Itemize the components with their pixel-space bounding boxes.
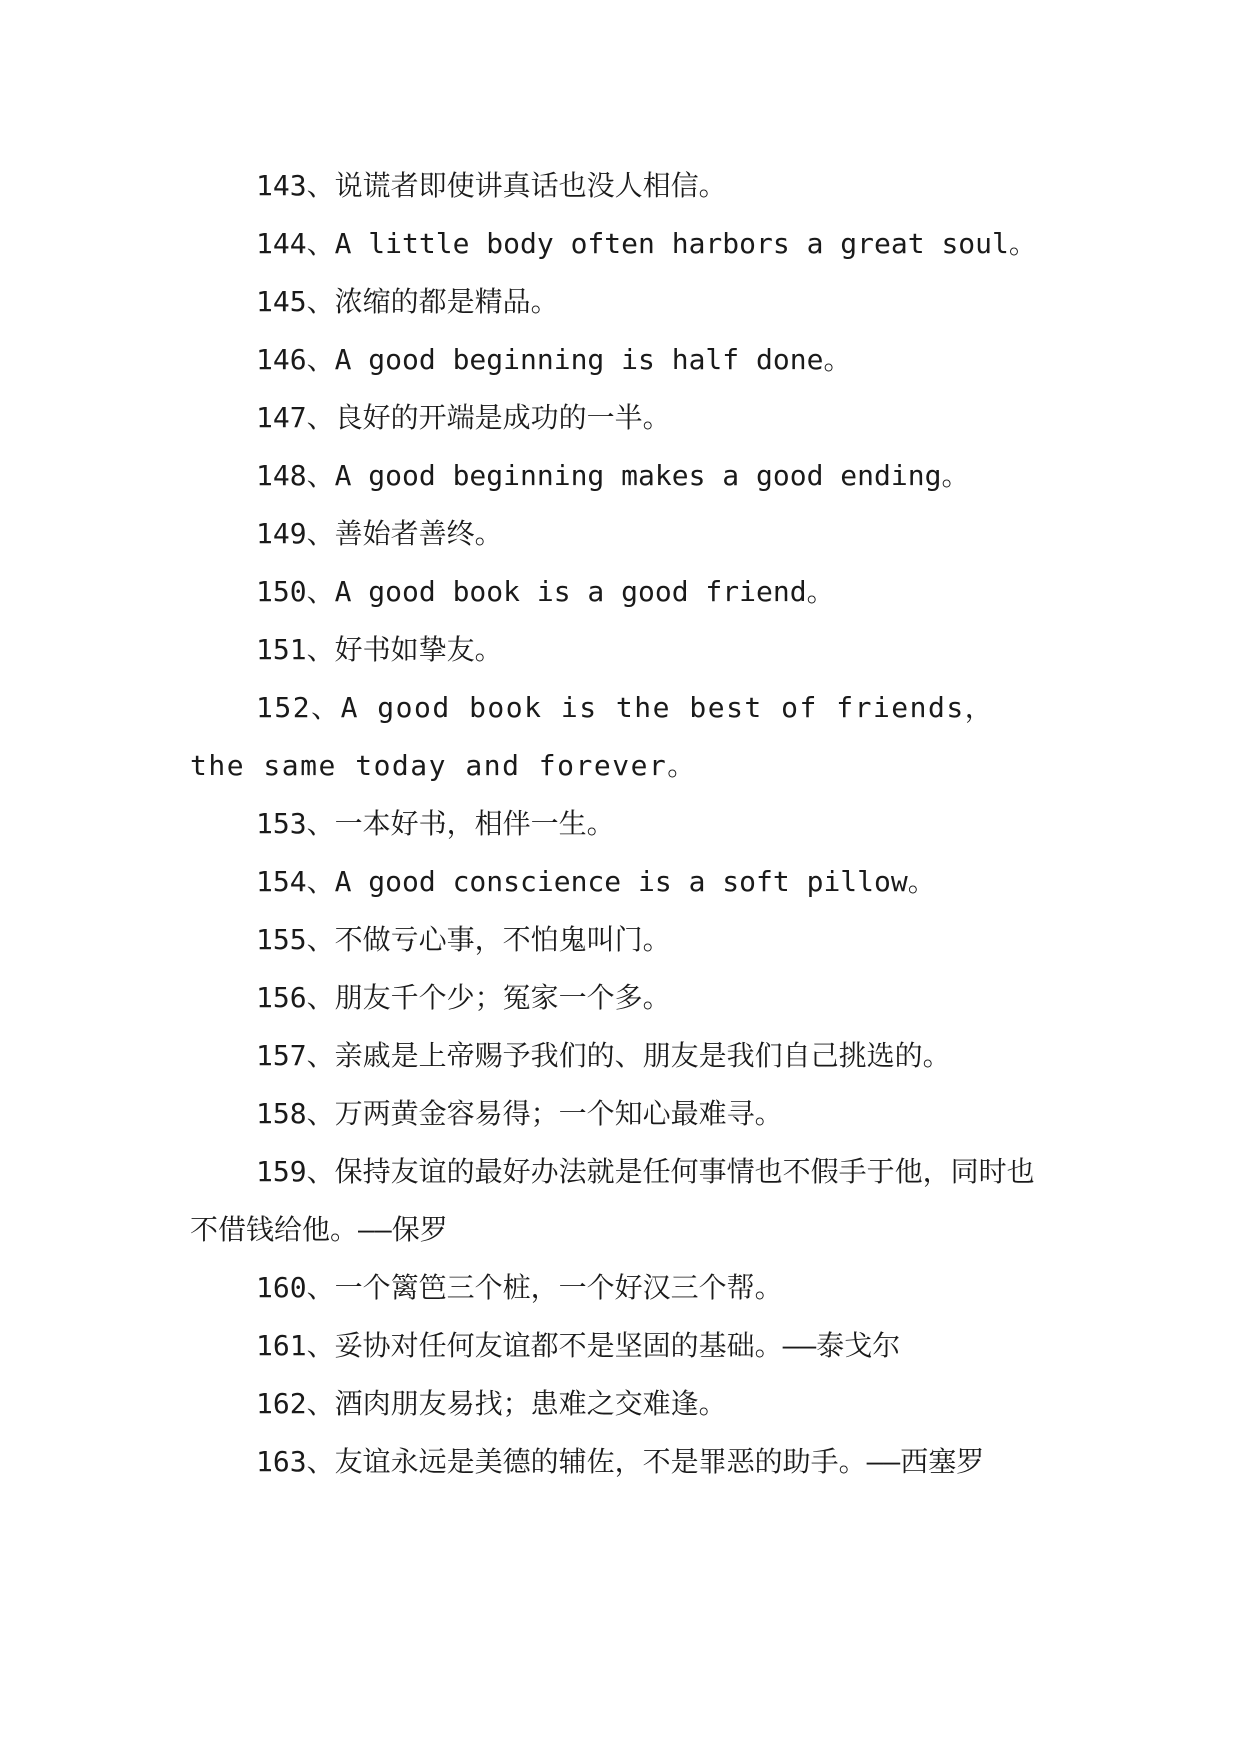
paragraph-143: 143、说谎者即使讲真话也没人相信。 — [256, 169, 727, 202]
paragraph-144: 144、A little body often harbors a great soul。 — [256, 227, 1037, 260]
paragraph-162: 162、酒肉朋友易找；患难之交难逢。 — [256, 1387, 727, 1420]
paragraph-151: 151、好书如挚友。 — [256, 633, 503, 666]
paragraph-161: 161、妥协对任何友谊都不是坚固的基础。——泰戈尔 — [256, 1329, 901, 1362]
paragraph-157: 157、亲戚是上帝赐予我们的、朋友是我们自己挑选的。 — [256, 1039, 951, 1072]
paragraph-147: 147、良好的开端是成功的一半。 — [256, 401, 671, 434]
paragraph-149: 149、善始者善终。 — [256, 517, 503, 550]
paragraph-152: 152、A good book is the best of friends， the same today and forever。 — [190, 691, 995, 782]
paragraph-163: 163、友谊永远是美德的辅佐，不是罪恶的助手。——西塞罗 — [256, 1445, 985, 1478]
paragraph-145: 145、浓缩的都是精品。 — [256, 285, 559, 318]
paragraph-156: 156、朋友千个少；冤家一个多。 — [256, 981, 671, 1014]
paragraph-148: 148、A good beginning makes a good ending。 — [256, 459, 970, 492]
paragraph-160: 160、一个篱笆三个桩，一个好汉三个帮。 — [256, 1271, 783, 1304]
paragraph-155: 155、不做亏心事，不怕鬼叫门。 — [256, 923, 671, 956]
paragraph-154: 154、A good conscience is a soft pillow。 — [256, 865, 936, 898]
document-body — [190, 157, 1060, 1491]
paragraph-159: 159、保持友谊的最好办法就是任何事情也不假手于他，同时也不借钱给他。——保罗 — [190, 1155, 1035, 1246]
paragraph-150: 150、A good book is a good friend。 — [256, 575, 835, 608]
paragraph-153: 153、一本好书，相伴一生。 — [256, 807, 615, 840]
paragraph-158: 158、万两黄金容易得；一个知心最难寻。 — [256, 1097, 783, 1130]
paragraph-146: 146、A good beginning is half done。 — [256, 343, 852, 376]
